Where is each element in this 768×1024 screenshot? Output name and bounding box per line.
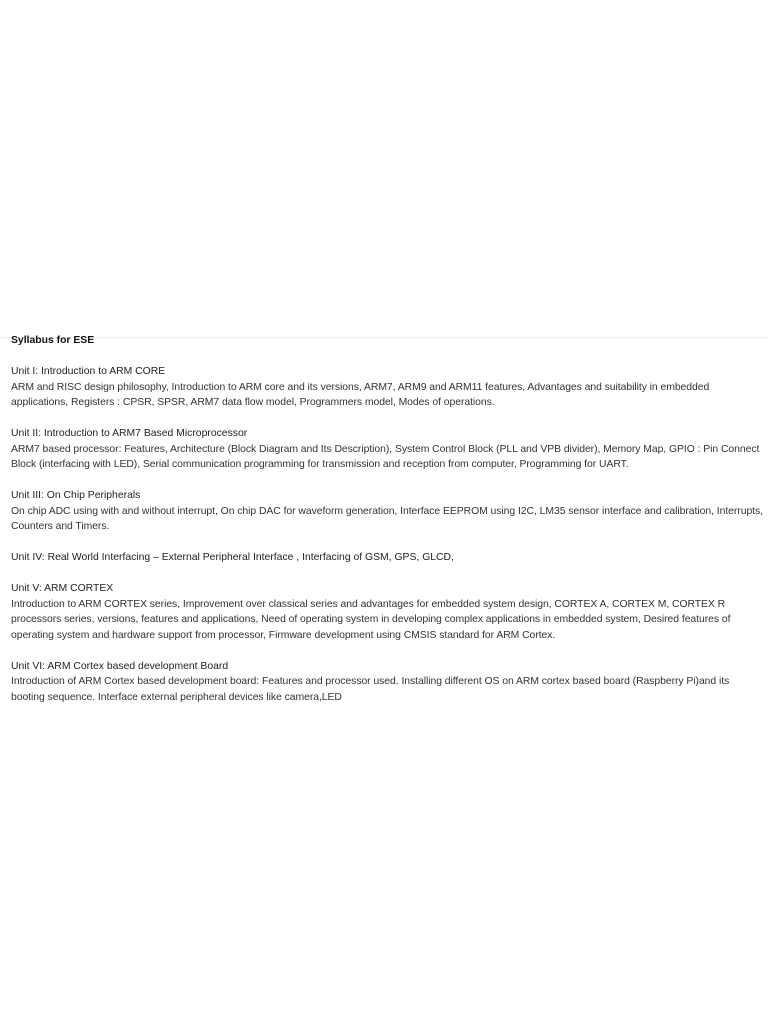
unit-heading: Unit III: On Chip Peripherals	[11, 490, 141, 501]
unit-section	[11, 550, 763, 566]
unit-description: Introduction to ARM CORTEX series, Improvement over classical series and advantages for embedded system design, CORTEX A, CORTEX M, CORTEX R processors series, versions, features and applications, Need of operating system in developing complex applications in embedded system, Desired features of operating system and hardware support from processor, Firmware development using CMSIS standard for ARM Cortex.	[11, 598, 731, 641]
unit-heading: Unit II: Introduction to ARM7 Based Microprocessor	[11, 428, 248, 439]
unit-heading: Unit IV: Real World Interfacing – External Peripheral Interface , Interfacing of GSM, GPS, GLCD,	[11, 552, 454, 563]
unit-section	[11, 364, 763, 411]
syllabus-document	[11, 333, 763, 721]
unit-description: ARM7 based processor: Features, Architecture (Block Diagram and Its Description), System Control Block (PLL and VPB divider), Memory Map, GPIO : Pin Connect Block (interfacing with LED), Serial communication programming for transmission and reception from computer, Programming for UART.	[11, 443, 760, 470]
unit-description: Introduction of ARM Cortex based development board: Features and processor used. Installing different OS on ARM cortex based board (Raspberry Pi)and its booting sequence. Interface external peripheral devices like camera,LED	[11, 676, 730, 703]
unit-heading: Unit V: ARM CORTEX	[11, 583, 114, 594]
unit-section	[11, 488, 763, 535]
unit-heading: Unit I: Introduction to ARM CORE	[11, 366, 166, 377]
unit-section	[11, 426, 763, 473]
unit-heading: Unit VI: ARM Cortex based development Board	[11, 660, 229, 672]
syllabus-title: Syllabus for ESE	[11, 335, 95, 346]
unit-section	[11, 581, 763, 643]
unit-description: On chip ADC using with and without interrupt, On chip DAC for waveform generation, Interface EEPROM using I2C, LM35 sensor interface and calibration, Interrupts, Counters and Timers.	[11, 505, 763, 532]
unit-section	[11, 659, 763, 706]
unit-description: ARM and RISC design philosophy, Introduction to ARM core and its versions, ARM7, ARM9 and ARM11 features, Advantages and suitability in embedded applications, Registers : CPSR, SPSR, ARM7 data flow model, Programmers model, Modes of operations.	[11, 381, 710, 408]
